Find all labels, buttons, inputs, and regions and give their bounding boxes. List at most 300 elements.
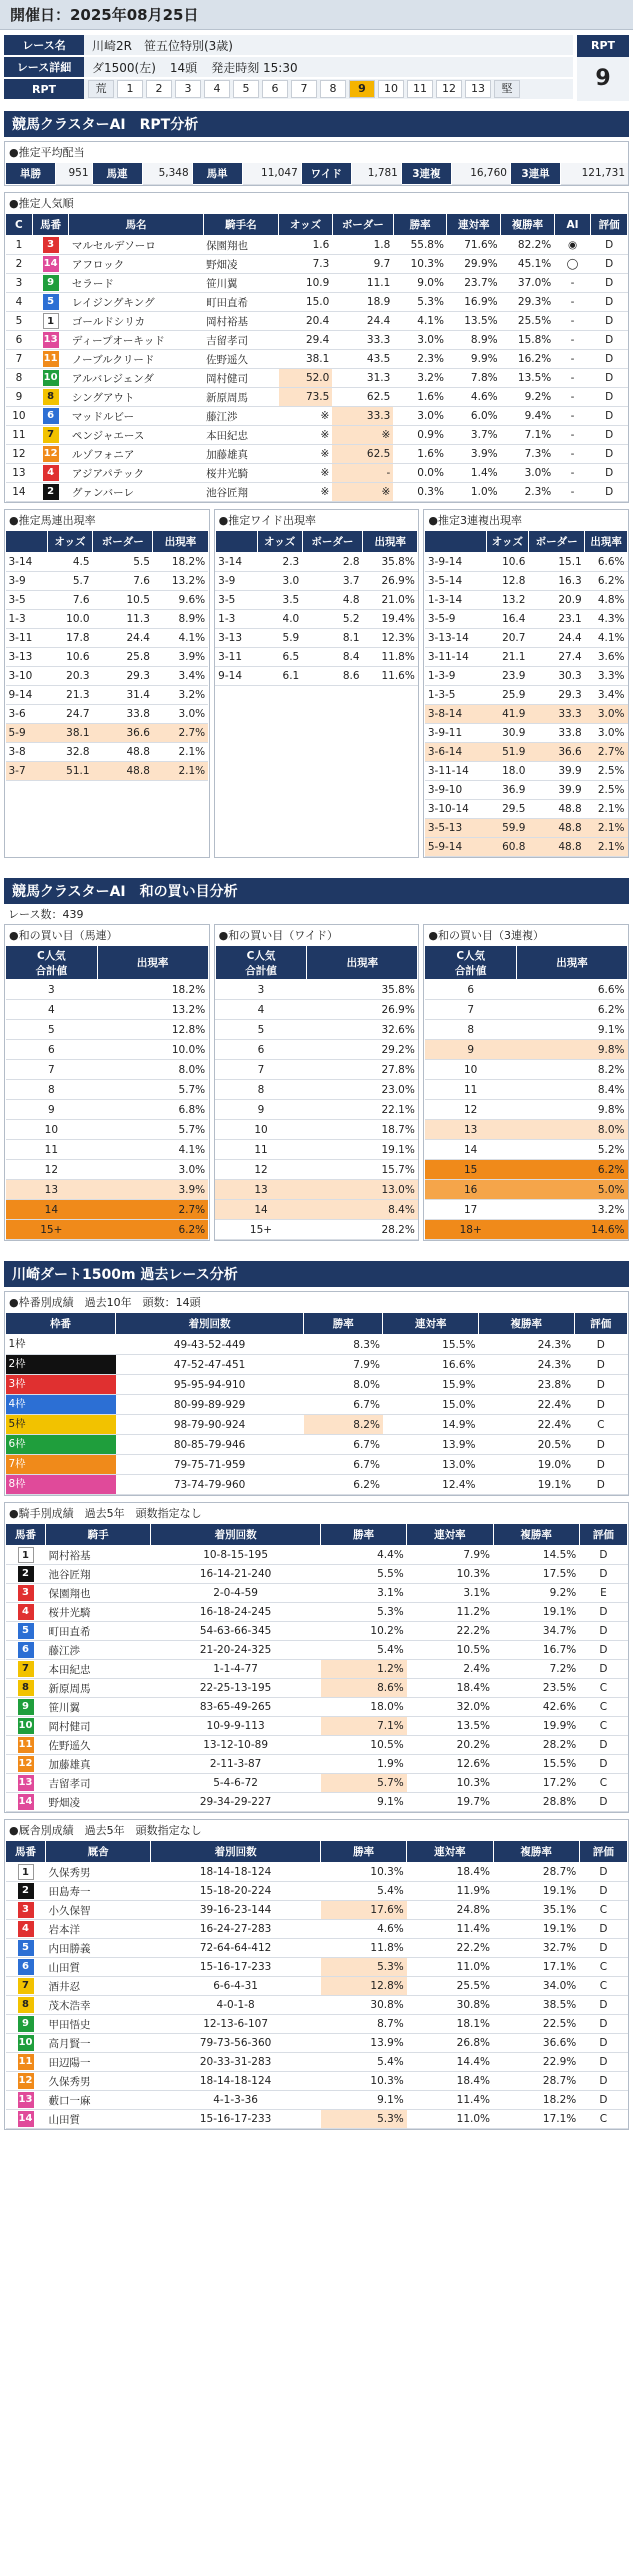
- name: 桜井光騎: [46, 1603, 151, 1622]
- record: 18-14-18-124: [151, 1863, 321, 1882]
- grade: D: [579, 1939, 627, 1958]
- border: 30.3: [528, 667, 584, 686]
- grade: C: [579, 1977, 627, 1996]
- column-header: 勝率: [393, 214, 447, 236]
- column-header: 馬番: [6, 1524, 46, 1546]
- probability: 13.0%: [307, 1180, 418, 1200]
- odds: 73.5: [279, 388, 333, 407]
- column-header: 枠番: [6, 1313, 116, 1335]
- horse-number: [6, 1736, 46, 1755]
- odds: 7.3: [279, 255, 333, 274]
- odds: 20.4: [279, 312, 333, 331]
- probability: 13.2%: [153, 572, 208, 591]
- name: 久保秀男: [46, 2072, 151, 2091]
- table-row: [6, 1793, 628, 1812]
- grade: C: [579, 1679, 627, 1698]
- horse-number: [32, 255, 69, 274]
- horse-number: [6, 2110, 46, 2129]
- table-row: [6, 1335, 628, 1355]
- table-row: [6, 1375, 628, 1395]
- odds: 6.5: [257, 648, 302, 667]
- rpt-scale-item: 堅: [494, 80, 520, 98]
- column-header: AI: [554, 214, 591, 236]
- column-header: 出現率: [153, 531, 208, 553]
- horse-number-badge: 4: [18, 1921, 34, 1937]
- show-rate: 19.9%: [493, 1717, 579, 1736]
- record: 12-13-6-107: [151, 2015, 321, 2034]
- combination: 3-11-14: [425, 648, 486, 667]
- umaren-title: ●推定馬連出現率: [5, 510, 209, 530]
- record: 13-12-10-89: [151, 1736, 321, 1755]
- probability: 4.1%: [153, 629, 208, 648]
- name: 保園翔也: [46, 1584, 151, 1603]
- show-rate: 42.6%: [493, 1698, 579, 1717]
- horse-number-badge: 2: [43, 484, 59, 500]
- combination: 1-3: [6, 610, 48, 629]
- table-row: [6, 274, 628, 293]
- column-header: 馬名: [69, 214, 203, 236]
- table-row: [425, 800, 628, 819]
- ai-mark: -: [554, 464, 591, 483]
- header-row: [6, 946, 209, 980]
- jockey: 桜井光騎: [203, 464, 279, 483]
- section-course: [4, 1261, 629, 1287]
- horse-number: [6, 1565, 46, 1584]
- column-header: 騎手: [46, 1524, 151, 1546]
- win-rate: 13.9%: [321, 2034, 407, 2053]
- grade: D: [591, 350, 628, 369]
- race-count: レース数：439: [4, 904, 629, 924]
- show-rate: 17.1%: [493, 2110, 579, 2129]
- probability: 9.8%: [517, 1040, 628, 1060]
- probability: 19.1%: [307, 1140, 418, 1160]
- odds: ※: [279, 407, 333, 426]
- place-rate: 13.5%: [447, 312, 501, 331]
- win-rate: 6.7%: [304, 1455, 383, 1475]
- odds: 18.0: [486, 762, 528, 781]
- border: 62.5: [332, 445, 393, 464]
- table-row: [425, 781, 628, 800]
- grade: D: [579, 1546, 627, 1565]
- probability: 28.2%: [307, 1220, 418, 1240]
- odds: 52.0: [279, 369, 333, 388]
- combination: 3-8-14: [425, 705, 486, 724]
- place-rate: 7.8%: [447, 369, 501, 388]
- table-row: [6, 1475, 628, 1495]
- table-row: [425, 1140, 628, 1160]
- name: 岡村裕基: [46, 1546, 151, 1565]
- table-row: [6, 553, 209, 572]
- name: 田島寿一: [46, 1882, 151, 1901]
- horse-number-badge: 3: [43, 237, 59, 253]
- table-row: [6, 2015, 628, 2034]
- grade: D: [579, 2091, 627, 2110]
- horse-name: アフロック: [69, 255, 203, 274]
- odds: 25.9: [486, 686, 528, 705]
- grade: C: [574, 1415, 627, 1435]
- probability: 14.6%: [517, 1220, 628, 1240]
- popularity-sum: 11: [215, 1140, 307, 1160]
- column-header: 出現率: [97, 946, 208, 980]
- odds: 59.9: [486, 819, 528, 838]
- win-rate: 3.0%: [393, 407, 447, 426]
- table-row: [6, 724, 209, 743]
- probability: 18.7%: [307, 1120, 418, 1140]
- waku-color-cell: 6枠: [6, 1435, 116, 1454]
- table-row: [215, 591, 418, 610]
- probability: 4.3%: [585, 610, 628, 629]
- record: 20-33-31-283: [151, 2053, 321, 2072]
- name: 酒井忍: [46, 1977, 151, 1996]
- column-header: 勝率: [321, 1524, 407, 1546]
- horse-number-badge: 12: [18, 2073, 34, 2089]
- place-rate: 11.0%: [407, 2110, 493, 2129]
- table-row: [6, 1140, 209, 1160]
- table-row: [425, 1120, 628, 1140]
- border: 8.4: [302, 648, 362, 667]
- show-rate: 7.2%: [493, 1660, 579, 1679]
- border: 4.8: [302, 591, 362, 610]
- win-rate: 4.6%: [321, 1920, 407, 1939]
- name: 山田質: [46, 2110, 151, 2129]
- table-row: [6, 1160, 209, 1180]
- show-rate: 19.1%: [493, 1920, 579, 1939]
- ai-mark: -: [554, 407, 591, 426]
- grade: D: [591, 274, 628, 293]
- table-row: [425, 1020, 628, 1040]
- odds: 24.7: [47, 705, 92, 724]
- record: 79-73-56-360: [151, 2034, 321, 2053]
- show-rate: 82.2%: [501, 236, 555, 255]
- table-row: [6, 1415, 628, 1435]
- win-rate: 18.0%: [321, 1698, 407, 1717]
- table-row: [6, 572, 209, 591]
- horse-number-badge: 1: [18, 1864, 34, 1880]
- horse-number-badge: 8: [43, 389, 59, 405]
- waku-number: [6, 1435, 116, 1455]
- column-header: 着別回数: [151, 1841, 321, 1863]
- race-detail: [84, 57, 573, 77]
- table-row: [425, 819, 628, 838]
- popularity-sum: 15: [425, 1160, 517, 1180]
- place-rate: 7.9%: [407, 1546, 493, 1565]
- table-row: [6, 591, 209, 610]
- record: 15-18-20-224: [151, 1882, 321, 1901]
- popularity-sum: 7: [425, 1000, 517, 1020]
- horse-number-badge: 6: [18, 1959, 34, 1975]
- header-row: [6, 531, 209, 553]
- probability: 5.0%: [517, 1180, 628, 1200]
- popularity-sum: 10: [425, 1060, 517, 1080]
- probability: 6.2%: [517, 1160, 628, 1180]
- rpt-scale-item: 12: [436, 80, 462, 98]
- grade: D: [579, 1920, 627, 1939]
- place-rate: 12.6%: [407, 1755, 493, 1774]
- table-row: [6, 1435, 628, 1455]
- border: 20.9: [528, 591, 584, 610]
- win-rate: 6.2%: [304, 1475, 383, 1495]
- table-row: [6, 1939, 628, 1958]
- place-rate: 18.4%: [407, 2072, 493, 2091]
- border: 33.3: [332, 331, 393, 350]
- horse-number: [32, 388, 69, 407]
- popularity-sum: 5: [6, 1020, 98, 1040]
- horse-number: [6, 1958, 46, 1977]
- table-row: [6, 1958, 628, 1977]
- probability: 8.4%: [307, 1200, 418, 1220]
- table-row: [6, 1660, 628, 1679]
- column-header: 複勝率: [493, 1841, 579, 1863]
- odds: ※: [279, 445, 333, 464]
- race-name-label: レース名: [4, 35, 84, 55]
- rpt-label: RPT: [4, 79, 84, 99]
- column-header: 着別回数: [116, 1313, 304, 1335]
- umaren-table: [5, 530, 209, 781]
- odds: 36.9: [486, 781, 528, 800]
- odds: 29.5: [486, 800, 528, 819]
- place-rate: 3.1%: [407, 1584, 493, 1603]
- probability: 3.6%: [585, 648, 628, 667]
- course: ダ1500(左): [92, 60, 156, 75]
- table-row: [6, 1100, 209, 1120]
- border: 23.1: [528, 610, 584, 629]
- show-rate: 28.2%: [493, 1736, 579, 1755]
- rank: 4: [6, 293, 33, 312]
- odds: ※: [279, 483, 333, 502]
- show-rate: 9.4%: [501, 407, 555, 426]
- column-header: C人気 合計値: [425, 946, 517, 980]
- table-row: [6, 1882, 628, 1901]
- grade: D: [574, 1475, 627, 1495]
- grade: D: [574, 1395, 627, 1415]
- popularity-sum: 4: [215, 1000, 307, 1020]
- place-rate: 20.2%: [407, 1736, 493, 1755]
- table-row: [6, 648, 209, 667]
- horse-number-badge: 12: [43, 446, 59, 462]
- horse-number: [32, 369, 69, 388]
- popularity-sum: 4: [6, 1000, 98, 1020]
- show-rate: 19.0%: [479, 1455, 575, 1475]
- horse-name: ディープオーキッド: [69, 331, 203, 350]
- name: 佐野遥久: [46, 1736, 151, 1755]
- combination: 1-3: [215, 610, 257, 629]
- name: 甲田悟史: [46, 2015, 151, 2034]
- horse-name: ゴールドシリカ: [69, 312, 203, 331]
- popularity-sum: 16: [425, 1180, 517, 1200]
- win-rate: 6.7%: [304, 1395, 383, 1415]
- combination: 3-6-14: [425, 743, 486, 762]
- win-rate: 1.6%: [393, 445, 447, 464]
- jockey: 藤江渉: [203, 407, 279, 426]
- table-row: [6, 312, 628, 331]
- place-rate: 15.0%: [383, 1395, 479, 1415]
- column-header: 馬番: [6, 1841, 46, 1863]
- table-row: [6, 388, 628, 407]
- grade: D: [591, 331, 628, 350]
- rpt-scale-item: 荒: [88, 80, 114, 98]
- wide-box: [214, 509, 420, 858]
- horse-number: [32, 483, 69, 502]
- waku-color-cell: 2枠: [6, 1355, 116, 1374]
- probability: 3.2%: [153, 686, 208, 705]
- grade: D: [574, 1335, 627, 1355]
- table-row: [6, 1603, 628, 1622]
- column-header: ボーダー: [332, 214, 393, 236]
- place-rate: 29.9%: [447, 255, 501, 274]
- horse-number: [6, 1584, 46, 1603]
- record: 47-52-47-451: [116, 1355, 304, 1375]
- table-row: [215, 1160, 418, 1180]
- table-row: [6, 1180, 209, 1200]
- probability: 9.6%: [153, 591, 208, 610]
- show-rate: 22.4%: [479, 1395, 575, 1415]
- sanrenpuku-box: [423, 509, 629, 858]
- show-rate: 13.5%: [501, 369, 555, 388]
- column-header: C人気 合計値: [6, 946, 98, 980]
- table-row: [425, 648, 628, 667]
- show-rate: 23.8%: [479, 1375, 575, 1395]
- probability: 11.6%: [363, 667, 418, 686]
- probability: 26.9%: [363, 572, 418, 591]
- probability: 8.0%: [517, 1120, 628, 1140]
- table-row: [6, 483, 628, 502]
- probability: 11.8%: [363, 648, 418, 667]
- grade: D: [579, 2072, 627, 2091]
- rank: 2: [6, 255, 33, 274]
- rpt-scale-item: 8: [320, 80, 346, 98]
- place-rate: 11.4%: [407, 1920, 493, 1939]
- combination: 3-11: [6, 629, 48, 648]
- name: 町田直希: [46, 1622, 151, 1641]
- odds: 21.1: [486, 648, 528, 667]
- table-row: [425, 980, 628, 1000]
- probability: 18.2%: [153, 553, 208, 572]
- wa-sanren-table: [424, 945, 628, 1240]
- horse-number: [6, 1603, 46, 1622]
- column-header: 出現率: [363, 531, 418, 553]
- grade: C: [579, 1958, 627, 1977]
- place-rate: 3.9%: [447, 445, 501, 464]
- record: 39-16-23-144: [151, 1901, 321, 1920]
- name: 藪口一麻: [46, 2091, 151, 2110]
- section-course-title: 川崎ダート1500m 過去レース分析: [12, 1267, 238, 1283]
- horse-name: ペンジャエース: [69, 426, 203, 445]
- table-row: [215, 1040, 418, 1060]
- popularity-sum: 7: [215, 1060, 307, 1080]
- rpt-scale-item: 3: [175, 80, 201, 98]
- odds: ※: [279, 426, 333, 445]
- win-rate: 9.1%: [321, 2091, 407, 2110]
- probability-tables: [4, 509, 629, 858]
- jockey-box: [4, 1502, 629, 1813]
- record: 80-85-79-946: [116, 1435, 304, 1455]
- odds: 13.2: [486, 591, 528, 610]
- show-rate: 19.1%: [493, 1882, 579, 1901]
- rpt-scale-item: 4: [204, 80, 230, 98]
- odds: 2.3: [257, 553, 302, 572]
- odds: 16.4: [486, 610, 528, 629]
- grade: C: [579, 2110, 627, 2129]
- odds: 12.8: [486, 572, 528, 591]
- odds: 23.9: [486, 667, 528, 686]
- horse-number: [6, 1679, 46, 1698]
- waku-color-cell: 8枠: [6, 1475, 116, 1494]
- probability: 15.7%: [307, 1160, 418, 1180]
- table-row: [215, 629, 418, 648]
- horse-number: [32, 407, 69, 426]
- waku-color-cell: 3枠: [6, 1375, 116, 1394]
- waku-number: [6, 1455, 116, 1475]
- horse-number: [32, 426, 69, 445]
- horse-number-badge: 14: [43, 256, 59, 272]
- column-header: 厩舎: [46, 1841, 151, 1863]
- place-rate: 10.3%: [407, 1565, 493, 1584]
- heads: 14頭: [169, 60, 198, 75]
- wide-table: [215, 530, 419, 686]
- table-row: [6, 743, 209, 762]
- combination: 3-13: [6, 648, 48, 667]
- table-row: [425, 572, 628, 591]
- odds: 1.6: [279, 236, 333, 255]
- probability: 8.2%: [517, 1060, 628, 1080]
- section-rpt-title: 競馬クラスターAI RPT分析: [12, 117, 199, 133]
- rpt-scale-item: 6: [262, 80, 288, 98]
- popularity-sum: 9: [215, 1100, 307, 1120]
- combination: 5-9: [6, 724, 48, 743]
- waku-number: [6, 1475, 116, 1495]
- name: 内田勝義: [46, 1939, 151, 1958]
- table-row: [6, 610, 209, 629]
- grade: D: [591, 388, 628, 407]
- jockey: 新原周馬: [203, 388, 279, 407]
- header-row: [425, 531, 628, 553]
- waku-title: ●枠番別成績 過去10年 頭数：14頭: [5, 1292, 628, 1312]
- win-rate: 10.3%: [321, 1863, 407, 1882]
- popularity-sum: 18+: [425, 1220, 517, 1240]
- grade: D: [591, 464, 628, 483]
- name: 野畑凌: [46, 1793, 151, 1812]
- table-row: [215, 1120, 418, 1140]
- table-row: [6, 331, 628, 350]
- wa-wide-title: ●和の買い目（ワイド）: [215, 925, 419, 945]
- win-rate: 5.4%: [321, 1641, 407, 1660]
- win-rate: 2.3%: [393, 350, 447, 369]
- combination: 3-14: [6, 553, 48, 572]
- horse-number: [32, 274, 69, 293]
- payout-label: 馬連: [92, 163, 142, 185]
- popularity-sum: 13: [215, 1180, 307, 1200]
- header-row: [425, 946, 628, 980]
- combination: 9-14: [6, 686, 48, 705]
- popularity-sum: 15+: [6, 1220, 98, 1240]
- table-row: [425, 1040, 628, 1060]
- combination: 3-9-11: [425, 724, 486, 743]
- horse-name: グァンバーレ: [69, 483, 203, 502]
- jockey: 岡村健司: [203, 369, 279, 388]
- probability: 12.3%: [363, 629, 418, 648]
- probability: 2.1%: [585, 838, 628, 857]
- horse-number-badge: 9: [18, 1699, 34, 1715]
- horse-number-badge: 2: [18, 1566, 34, 1582]
- popularity-sum: 14: [215, 1200, 307, 1220]
- show-rate: 38.5%: [493, 1996, 579, 2015]
- horse-number-badge: 1: [18, 1547, 34, 1563]
- horse-number: [6, 1641, 46, 1660]
- horse-number-badge: 6: [43, 408, 59, 424]
- waku-number: [6, 1375, 116, 1395]
- odds: 4.5: [47, 553, 92, 572]
- column-header: [215, 531, 257, 553]
